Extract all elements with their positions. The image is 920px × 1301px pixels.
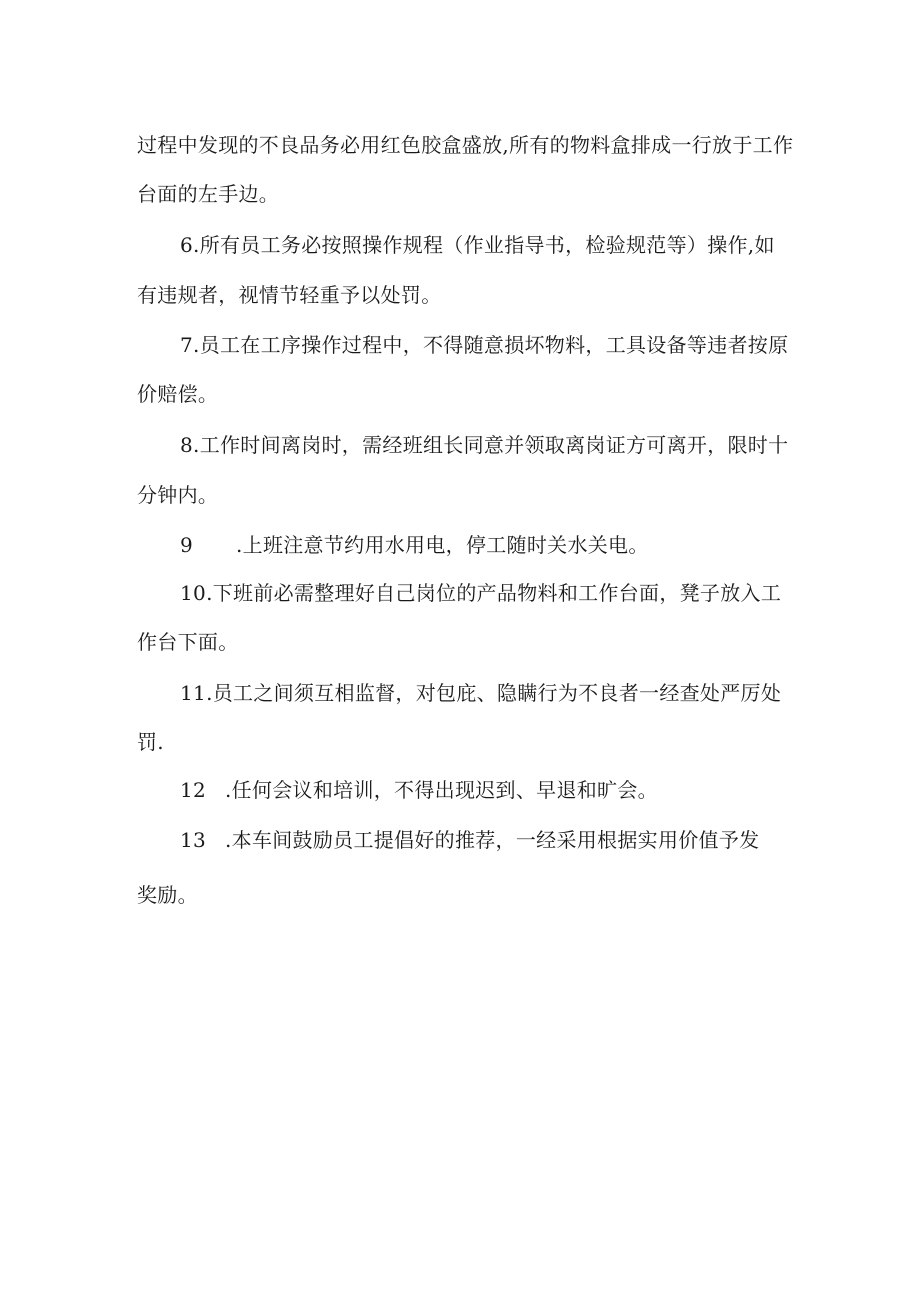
item-number: 13 xyxy=(180,828,207,852)
paragraph-text: .员工之间须互相监督，对包庇、隐瞒行为不良者一经查处严厉处 xyxy=(206,681,782,705)
item-number: 11 xyxy=(180,681,207,705)
paragraph-line: 台面的左手边。 xyxy=(137,182,280,206)
paragraph-9-line xyxy=(180,531,649,559)
paragraph-line: 分钟内。 xyxy=(137,483,219,507)
paragraph-8-first-line xyxy=(180,431,788,459)
paragraph-text: .本车间鼓励员工提倡好的推荐，一经采用根据实用价值予发 xyxy=(225,828,760,852)
item-number: 6 xyxy=(180,233,194,257)
item-number: 10 xyxy=(180,581,207,605)
paragraph-13-first-line xyxy=(180,826,759,854)
item-number: 8 xyxy=(180,433,194,457)
item-number: 7 xyxy=(180,333,194,357)
item-number: 9 xyxy=(180,533,194,557)
paragraph-text: .任何会议和培训，不得出现迟到、早退和旷会。 xyxy=(225,778,658,802)
paragraph-line: 罚. xyxy=(137,730,164,754)
paragraph-text: .工作时间离岗时，需经班组长同意并领取离岗证方可离开，限时十 xyxy=(193,433,789,457)
paragraph-line: 奖励。 xyxy=(137,883,198,907)
paragraph-text: .上班注意节约用水用电，停工随时关水关电。 xyxy=(236,533,649,557)
paragraph-6-first-line xyxy=(180,231,775,259)
paragraph-line: 作台下面。 xyxy=(137,630,239,654)
paragraph-text: .员工在工序操作过程中，不得随意损坏物料，工具设备等违者按原 xyxy=(193,333,789,357)
paragraph-line: 价赔偿。 xyxy=(137,382,219,406)
item-number: 12 xyxy=(180,778,207,802)
paragraph-12-line xyxy=(180,776,658,804)
paragraph-text: .下班前必需整理好自己岗位的产品物料和工作台面，凳子放入工 xyxy=(206,581,782,605)
paragraph-line: 有违规者，视情节轻重予以处罚。 xyxy=(137,283,442,307)
paragraph-11-first-line xyxy=(180,679,781,707)
paragraph-7-first-line xyxy=(180,331,788,359)
paragraph-10-first-line xyxy=(180,579,781,607)
paragraph-text: .所有员工务必按照操作规程（作业指导书，检验规范等）操作,如 xyxy=(193,233,775,257)
paragraph-line: 过程中发现的不良品务必用红色胶盒盛放,所有的物料盒排成一行放于工作 xyxy=(137,133,794,157)
